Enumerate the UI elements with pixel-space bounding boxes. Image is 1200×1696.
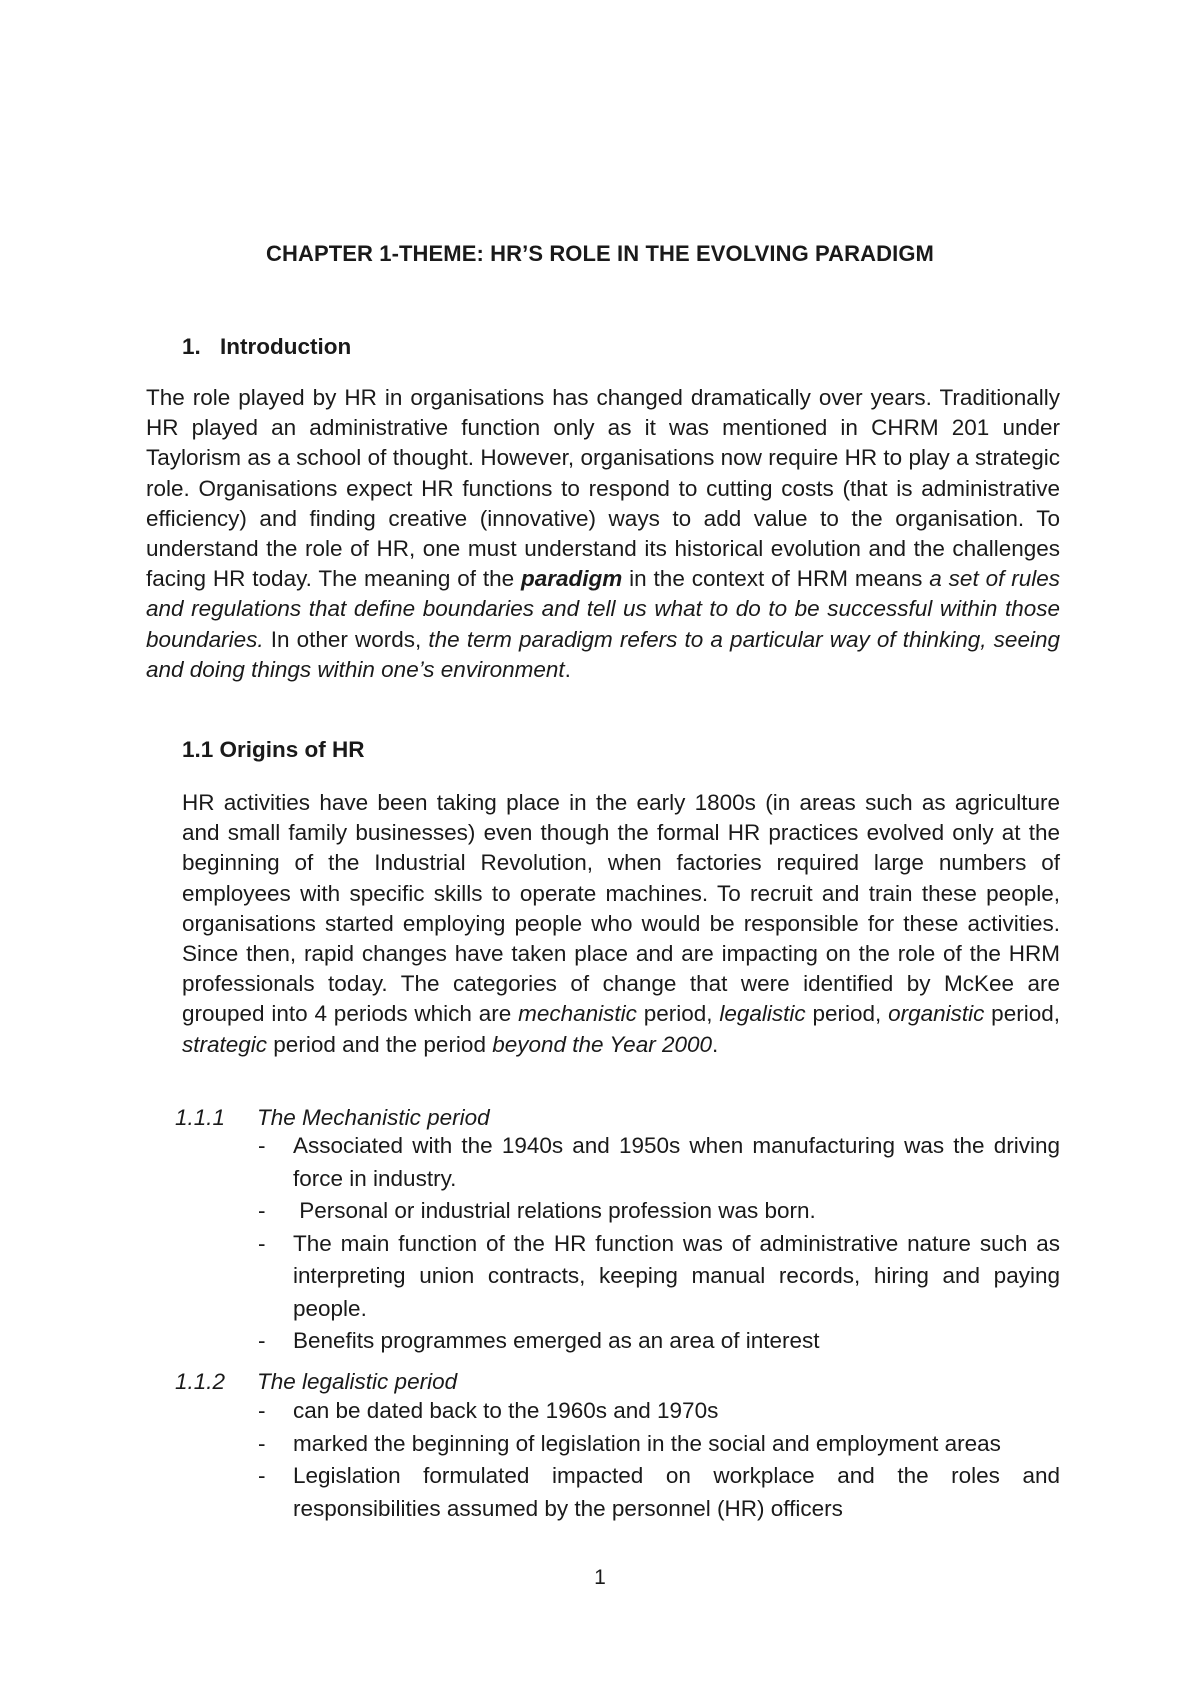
emphasis-paradigm-meaning: the term paradigm refers to a particular way of thinking, seeing and doing things within one’s environment [146,626,1060,682]
emphasis-definition: a set of rules and regulations that define boundaries and tell us what to do to be successful within those boundaries. [146,566,1060,652]
list-item [250,1460,1060,1525]
section-heading-origins: 1.1 Origins of HR [182,737,365,762]
legalistic-bullet-list [250,1395,1060,1525]
bullet-dash: - [258,1198,266,1223]
emphasis-beyond-2000: beyond the Year 2000 [492,1031,713,1057]
list-item-text: Personal or industrial relations profession was born. [293,1198,816,1223]
emphasis-organistic: organistic [888,1001,985,1027]
list-item-text: The main function of the HR function was of administrative nature such as interpreting union contracts, keeping manual records, hiring and paying people. [293,1230,1060,1321]
list-item [250,1325,1060,1358]
subsection-number: 1.1.2 [175,1369,226,1394]
emphasis-legalistic: legalistic [719,1001,806,1027]
origins-paragraph [182,788,1060,1060]
bullet-dash: - [258,1133,266,1158]
text-run: period, [636,1001,720,1027]
list-item [250,1130,1060,1195]
text-run: HR activities have been taking place in the early 1800s (in areas such as agriculture and small family businesses) even though the formal HR practices evolved only at the beginning of the Industrial Revolution, when factories required large numbers of employees with specific skills to operate machines. To recruit and train these people, organisations started employing people who would be responsible for these activities. Since then, rapid changes have taken place and are impacting on the role of the HRM professionals today. The categories of change that were identified by McKee are grouped into 4 periods which are [182,790,1060,1027]
text-run: In other words, [263,626,429,652]
chapter-title: CHAPTER 1-THEME: HR’S ROLE IN THE EVOLVING PARADIGM [266,241,934,266]
subsection-heading-text: The legalistic period [257,1369,458,1394]
introduction-paragraph [146,383,1060,685]
emphasis-strategic: strategic [182,1031,268,1057]
bullet-dash: - [258,1328,266,1353]
section-number: 1. [182,334,201,359]
text-run: . [712,1031,719,1057]
emphasis-paradigm: paradigm [521,566,623,592]
list-item [250,1428,1060,1461]
list-item [250,1395,1060,1428]
text-run: period, [805,1001,889,1027]
list-item-text: Benefits programmes emerged as an area of interest [293,1328,820,1353]
bullet-dash: - [258,1430,266,1456]
subsection-heading-legalistic [175,1369,457,1395]
mechanistic-bullet-list [250,1130,1060,1358]
bullet-dash: - [258,1230,266,1256]
list-item-text: can be dated back to the 1960s and 1970s [293,1398,719,1423]
section-heading-introduction [182,334,351,360]
bullet-dash: - [258,1398,266,1423]
section-heading-text: Introduction [220,334,352,359]
text-run: . [564,656,571,682]
page-number: 1 [594,1566,606,1589]
list-item [250,1228,1060,1326]
list-item-text: Associated with the 1940s and 1950s when manufacturing was the driving force in industry. [293,1133,1060,1191]
text-run: in the context of HRM means [622,566,930,592]
text-run: The role played by HR in organisations has changed dramatically over years. Traditionally HR played an administrative function only as it was mentioned in CHRM 201 under Taylorism as a school of thought. However, organisations now require HR to play a strategic role. Organisations expect HR functions to respond to cutting costs (that is administrative efficiency) and finding creative (innovative) ways to add value to the organisation. To understand the role of HR, one must understand its historical evolution and the challenges facing HR today. The meaning of the [146,385,1060,592]
list-item-text: marked the beginning of legislation in the social and employment areas [293,1430,1001,1456]
emphasis-mechanistic: mechanistic [518,1001,637,1027]
list-item [250,1195,1060,1228]
text-run: period, [984,1001,1060,1027]
text-run: period and the period [267,1031,493,1057]
bullet-dash: - [258,1463,266,1488]
subsection-heading-mechanistic [175,1105,490,1131]
subsection-heading-text: The Mechanistic period [257,1105,490,1130]
list-item-text: Legislation formulated impacted on workplace and the roles and responsibilities assumed by the personnel (HR) officers [293,1463,1060,1521]
subsection-number: 1.1.1 [175,1105,226,1130]
